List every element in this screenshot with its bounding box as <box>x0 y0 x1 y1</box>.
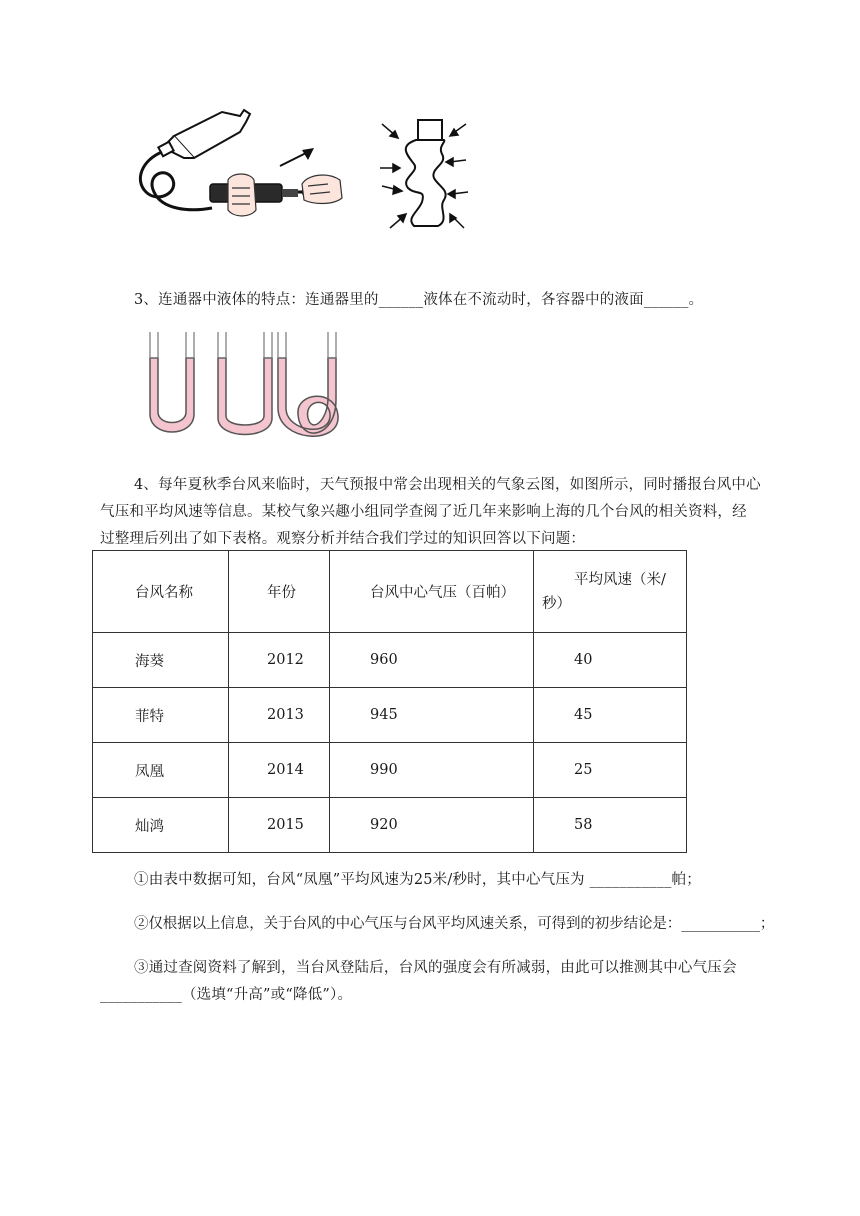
crushed-can-figure <box>378 116 473 238</box>
cell-wind-speed: 58 <box>574 817 593 833</box>
cell-year: 2012 <box>267 652 304 668</box>
table-header-row <box>93 551 687 633</box>
question-3-text: 3、连通器中液体的特点：连通器里的______液体在不流动时，各容器中的液面______。 <box>134 292 704 308</box>
table-row <box>93 743 687 798</box>
cell-wind-speed: 40 <box>574 652 593 668</box>
typhoon-table <box>92 550 687 853</box>
question-4-line-2: 气压和平均风速等信息。某校气象兴趣小组同学查阅了近几年来影响上海的几个台风的相关资料，经 <box>100 504 747 520</box>
cell-year: 2015 <box>267 817 304 833</box>
sub-question-2: ②仅根据以上信息，关于台风的中心气压与台风平均风速关系，可得到的初步结论是：___________； <box>134 916 775 932</box>
cell-name: 灿鸿 <box>135 818 164 835</box>
left-hand-icon <box>228 174 256 216</box>
coiled-tube-3 <box>278 358 338 436</box>
hose-line <box>140 152 212 210</box>
pump-icon <box>210 184 310 202</box>
header-wind-speed: 平均风速（米/秒） <box>542 571 666 612</box>
bottle-icon <box>158 110 250 158</box>
sub-question-1: ①由表中数据可知，台风“凤凰”平均风速为25米/秒时，其中心气压为 ___________帕； <box>134 872 701 888</box>
u-tube-1 <box>150 358 194 432</box>
cell-pressure: 945 <box>370 707 398 723</box>
right-hand-icon <box>302 175 342 203</box>
cell-pressure: 920 <box>370 817 398 833</box>
cell-wind-speed: 25 <box>574 762 593 778</box>
sub-question-3-line-1: ③通过查阅资料了解到，当台风登陆后，台风的强度会有所减弱，由此可以推测其中心气压会 <box>134 960 737 976</box>
sub-question-3-line-2: ___________（选填“升高”或“降低”）。 <box>100 987 353 1003</box>
pull-arrow-icon <box>280 148 314 166</box>
cell-year: 2013 <box>267 707 304 723</box>
u-tube-2 <box>218 358 272 435</box>
question-4-line-1: 4、每年夏秋季台风来临时，天气预报中常会出现相关的气象云图，如图所示，同时播报台风中心 <box>134 477 761 493</box>
cell-pressure: 960 <box>370 652 398 668</box>
cell-name: 菲特 <box>135 708 164 725</box>
cell-name: 海葵 <box>135 653 164 670</box>
table-row <box>93 688 687 743</box>
bottle-pump-figure <box>132 100 347 225</box>
cell-year: 2014 <box>267 762 304 778</box>
table-row <box>93 633 687 688</box>
cell-name: 凤凰 <box>135 763 164 780</box>
cell-wind-speed: 45 <box>574 707 593 723</box>
cell-pressure: 990 <box>370 762 398 778</box>
header-year: 年份 <box>267 585 296 601</box>
table-row <box>93 798 687 853</box>
header-name: 台风名称 <box>135 585 193 601</box>
header-pressure: 台风中心气压（百帕） <box>370 585 515 601</box>
question-4-line-3: 过整理后列出了如下表格。观察分析并结合我们学过的知识回答以下问题： <box>100 531 586 547</box>
connected-vessels-figure <box>132 328 352 450</box>
